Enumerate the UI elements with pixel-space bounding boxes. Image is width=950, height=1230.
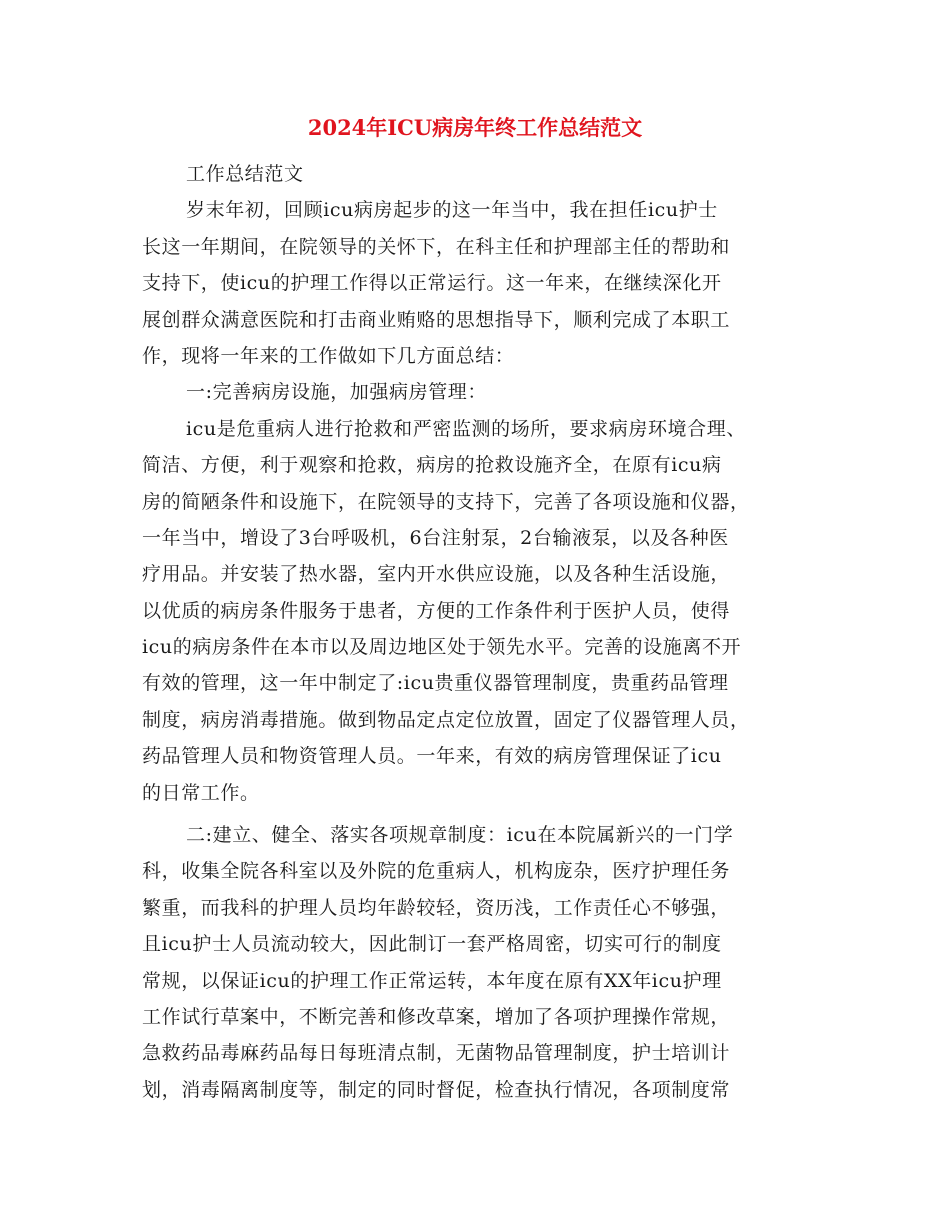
body-line: 有效的管理，这一年中制定了:icu贵重仪器管理制度，贵重药品管理	[142, 672, 729, 695]
body-line: 药品管理人员和物资管理人员。一年来，有效的病房管理保证了icu	[142, 745, 722, 768]
body-line: 急救药品毒麻药品每日每班清点制，无菌物品管理制度，护士培训计	[142, 1042, 731, 1065]
body-line: 且icu护士人员流动较大，因此制订一套严格周密，切实可行的制度	[142, 933, 722, 956]
body-line: 工作总结范文	[186, 163, 304, 185]
body-line: 房的简陋条件和设施下，在院领导的支持下，完善了各项设施和仪器，	[142, 490, 750, 513]
body-line: 的日常工作。	[142, 781, 260, 804]
body-line: 划，消毒隔离制度等，制定的同时督促，检查执行情况，各项制度常	[142, 1078, 731, 1101]
body-line: 支持下，使icu的护理工作得以正常运行。这一年来，在继续深化开	[142, 272, 722, 295]
body-line: 二:建立、健全、落实各项规章制度：icu在本院属新兴的一门学	[186, 824, 734, 847]
body-line: 疗用品。并安装了热水器，室内开水供应设施，以及各种生活设施，	[142, 563, 731, 586]
body-line: 展创群众满意医院和打击商业贿赂的思想指导下，顺利完成了本职工	[142, 308, 731, 331]
body-line: icu的病房条件在本市以及周边地区处于领先水平。完善的设施离不开	[142, 636, 742, 659]
body-line: 简洁、方便，利于观察和抢救，病房的抢救设施齐全，在原有icu病	[142, 454, 722, 477]
body-line: 常规，以保证icu的护理工作正常运转，本年度在原有XX年icu护理	[142, 969, 722, 992]
body-line: 制度，病房消毒措施。做到物品定点定位放置，固定了仪器管理人员，	[142, 708, 750, 731]
body-line: icu是危重病人进行抢救和严密监测的场所，要求病房环境合理、	[186, 417, 746, 440]
body-line: 科，收集全院各科室以及外院的危重病人，机构庞杂，医疗护理任务	[142, 860, 731, 883]
document-title: 2024年ICU病房年终工作总结范文	[307, 115, 643, 140]
body-line: 以优质的病房条件服务于患者，方便的工作条件利于医护人员，使得	[142, 599, 731, 622]
body-line: 工作试行草案中，不断完善和修改草案，增加了各项护理操作常规，	[142, 1005, 731, 1028]
body-line: 作，现将一年来的工作做如下几方面总结：	[142, 344, 515, 367]
body-line: 岁末年初，回顾icu病房起步的这一年当中，我在担任icu护士	[186, 199, 718, 222]
body-line: 繁重，而我科的护理人员均年龄较轻，资历浅，工作责任心不够强，	[142, 896, 731, 919]
body-line: 长这一年期间，在院领导的关怀下，在科主任和护理部主任的帮助和	[142, 235, 731, 258]
body-line: 一年当中，增设了3台呼吸机，6台注射泵，2台输液泵，以及各种医	[142, 526, 729, 549]
body-line: 一:完善病房设施，加强病房管理：	[186, 381, 488, 404]
document-body	[142, 156, 802, 1108]
